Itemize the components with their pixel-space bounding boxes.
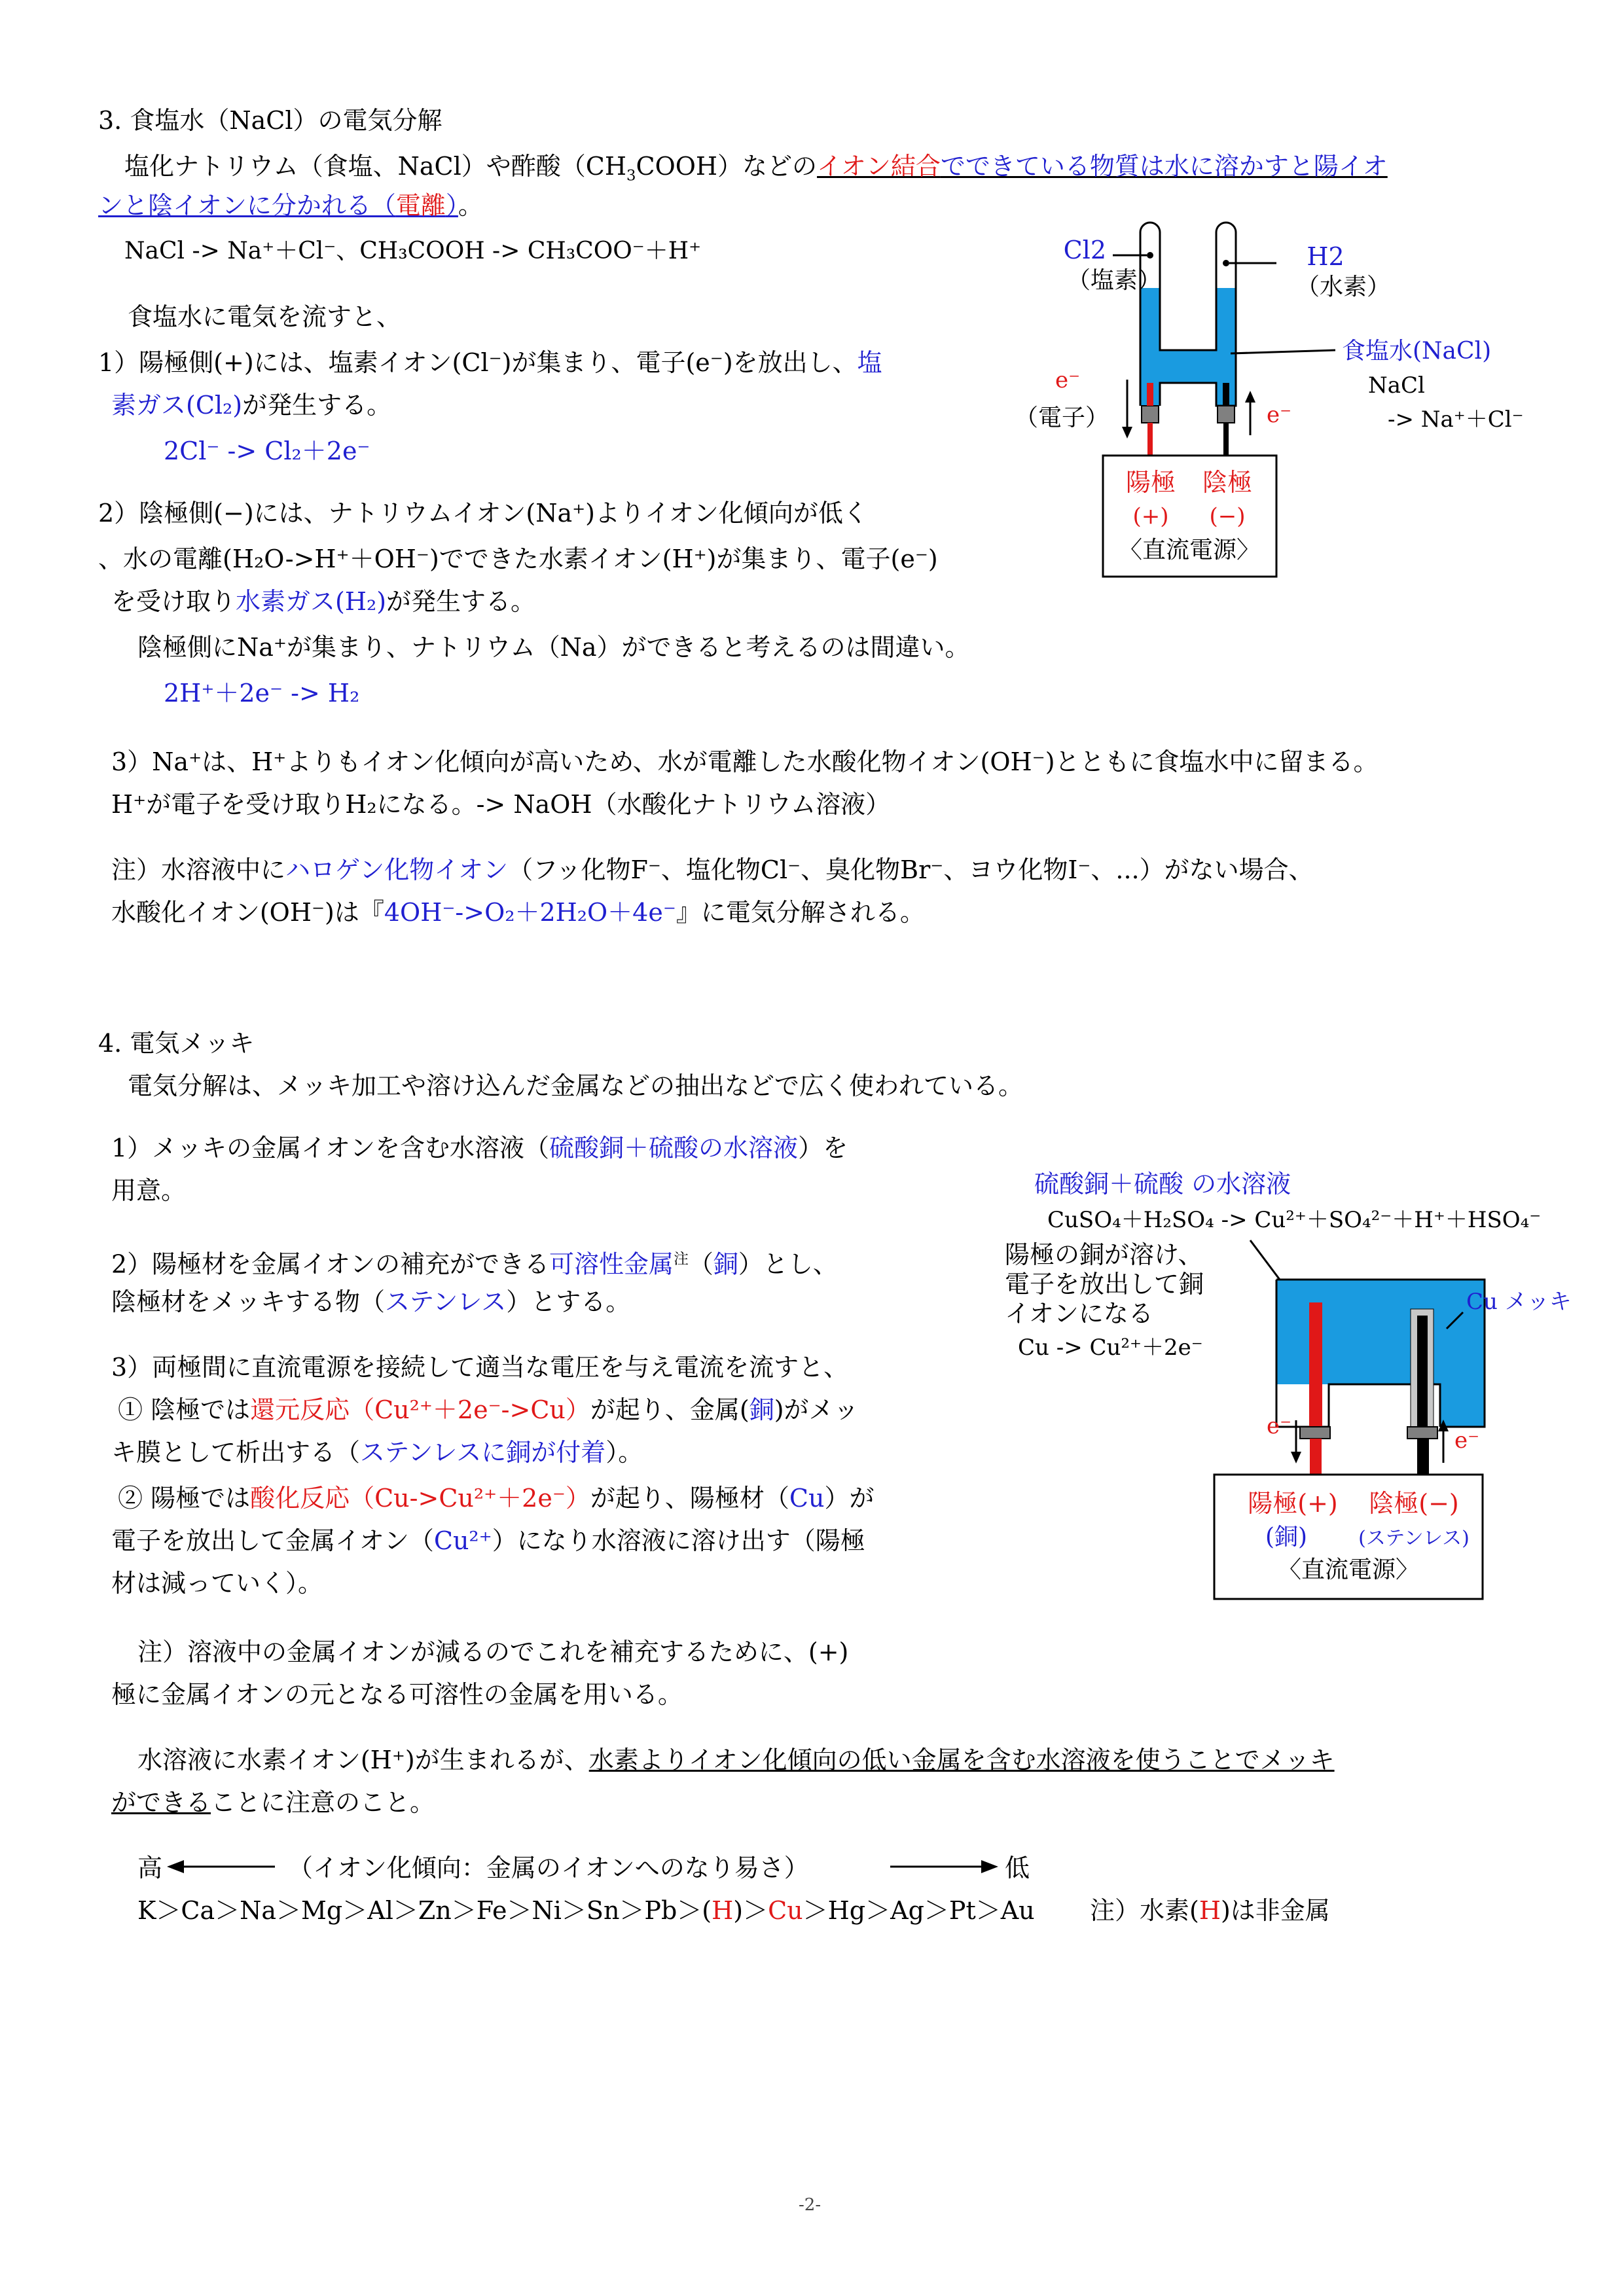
s4-item2-line2: 陰極材をメッキする物（ステンレス）とする。 [111, 1287, 631, 1316]
s4-note-line1: 注）溶液中の金属イオンが減るのでこれを補充するために、(+) [137, 1638, 849, 1666]
fig2-anode-material: (銅) [1265, 1524, 1308, 1551]
series-note: 注）水素(H)は非金属 [1090, 1896, 1330, 1925]
fig2-desc-line1: 陽極の銅が溶け、 [1005, 1240, 1203, 1269]
ionization-series: K＞Ca＞Na＞Mg＞Al＞Zn＞Fe＞Ni＞Sn＞Pb＞(H)＞Cu＞Hg＞Ag＞Pt＞Au [137, 1896, 1035, 1925]
s4-note-line2: 極に金属イオンの元となる可溶性の金属を用いる。 [111, 1680, 683, 1709]
cathode-electrode [1223, 383, 1229, 406]
page-number: -2- [799, 2195, 821, 2215]
s4-item3-case1-line1: ① 陰極では還元反応（Cu²⁺＋2e⁻->Cu）が起り、金属(銅)がメッ [118, 1395, 859, 1424]
nacl-dissociation: -> Na⁺＋Cl⁻ [1388, 406, 1524, 433]
s4-item2-line1: 2）陽極材を金属イオンの補充ができる可溶性金属$^注$（銅）とし、 [111, 1249, 838, 1279]
s3-item2-equation: 2H⁺＋2e⁻ -> H₂ [164, 679, 360, 708]
s4-item3-line1: 3）両極間に直流電源を接続して適当な電圧を与え電流を流すと、 [111, 1353, 849, 1382]
s3-item1-line2: 素ガス(Cl₂)が発生する。 [111, 391, 392, 420]
copper-anode [1309, 1302, 1322, 1427]
series-left-arrow [167, 1854, 278, 1880]
anode-label: 陽極 [1125, 468, 1176, 497]
h2-label: H2 [1307, 242, 1344, 271]
fig2-electron-right: e⁻ [1454, 1427, 1480, 1454]
electron-down-arrow-2 [1291, 1452, 1301, 1463]
cathode-cap-2 [1407, 1427, 1437, 1439]
s4-item3-case2-line2: 電子を放出して金属イオン（Cu²⁺）になり水溶液に溶け出す（陽極 [111, 1526, 865, 1555]
salt-water-fill [1140, 288, 1236, 406]
fig2-desc-line3: イオンになる [1005, 1299, 1153, 1328]
series-low-label: 低 [1005, 1854, 1030, 1882]
s3-item2-line3: を受け取り水素ガス(H₂)が発生する。 [111, 587, 536, 616]
s3-item2-line2: 、水の電離(H₂O->H⁺＋OH⁻)でできた水素イオン(H⁺)が集まり、電子(e⁻) [98, 545, 938, 573]
series-right-arrow [890, 1854, 998, 1880]
cu-plating-label: Cu メッキ [1466, 1289, 1572, 1315]
anode-sign: (+) [1132, 503, 1169, 529]
s3-paragraph-line2: ンと陰イオンに分かれる（電離）。 [98, 191, 483, 220]
s3-paragraph-line1: 塩化ナトリウム（食塩、NaCl）や酢酸$(CH_3COOH)$などのイオン結合でできている物質は水に溶かすと陽イオ [124, 152, 1388, 185]
s4-paragraph-line1: 水溶液に水素イオン(H⁺)が生まれるが、水素よりイオン化傾向の低い金属を含む水溶液を使うことでメッキ [137, 1746, 1335, 1774]
anode-wire [1147, 423, 1153, 456]
fig2-title: 硫酸銅＋硫酸 の水溶液 [1034, 1170, 1291, 1198]
anode-electrode-cap [1142, 406, 1159, 423]
h2-name: （水素） [1296, 274, 1391, 300]
cathode-label: 陰極 [1202, 468, 1253, 497]
h2-gas-dot [1223, 260, 1229, 266]
fig2-cathode-material: (ステンレス) [1358, 1527, 1470, 1550]
electron-right-label: e⁻ [1267, 402, 1292, 428]
anode-wire-2 [1310, 1439, 1322, 1475]
s3-item2-line1: 2）陰極側(−)には、ナトリウムイオン(Na⁺)よりイオン化傾向が低く [98, 499, 868, 528]
nacl-label: NaCl [1368, 372, 1425, 399]
s3-note-line1: 注）水溶液中にハロゲン化物イオン（フッ化物F⁻、塩化物Cl⁻、臭化物Br⁻、ヨウ化物I⁻、...）がない場合、 [111, 855, 1314, 884]
cathode-wire-2 [1417, 1439, 1429, 1475]
section3-heading: 3. 食塩水（NaCl）の電気分解 [98, 106, 442, 135]
s3-note-line2: 水酸化イオン(OH⁻)は『4OH⁻->O₂＋2H₂O＋4e⁻』に電気分解される。 [111, 898, 925, 927]
s3-item3-line2: H⁺が電子を受け取りH₂になる。-> NaOH（水酸化ナトリウム溶液） [111, 790, 891, 819]
cl2-name: （塩素） [1067, 267, 1162, 294]
s3-item2-line4: 陰極側にNa⁺が集まり、ナトリウム（Na）ができると考えるのは間違い。 [137, 633, 970, 662]
fig2-dc-label: 〈直流電源〉 [1277, 1556, 1420, 1583]
nacl-electrolysis-diagram [988, 216, 1564, 583]
electron-left-name: （電子） [1015, 404, 1110, 431]
s4-item3-case2-line1: ② 陽極では酸化反応（Cu->Cu²⁺＋2e⁻）が起り、陽極材（Cu）が [118, 1484, 875, 1513]
cathode-sign: (−) [1209, 503, 1246, 529]
cathode-electrode-cap [1218, 406, 1235, 423]
stainless-cathode [1417, 1316, 1428, 1427]
cl2-gas-dot [1147, 252, 1153, 259]
fig2-equation: CuSO₄＋H₂SO₄ -> Cu²⁺＋SO₄²⁻＋H⁺＋HSO₄⁻ [1047, 1207, 1542, 1233]
fig2-desc-equation: Cu -> Cu²⁺＋2e⁻ [1018, 1335, 1203, 1361]
fig2-electron-left: e⁻ [1267, 1413, 1292, 1439]
s4-paragraph-line2: ができることに注意のこと。 [111, 1788, 435, 1817]
anode-electrode-red [1147, 383, 1153, 406]
fig2-desc-line2: 電子を放出して銅 [1005, 1270, 1204, 1299]
s4-item1-line2: 用意。 [111, 1176, 187, 1205]
fig2-anode-label: 陽極(+) [1248, 1489, 1338, 1518]
electron-up-arrow [1245, 391, 1255, 403]
s3-intro: 食塩水に電気を流すと、 [128, 302, 402, 331]
cl2-label: Cl2 [1063, 236, 1106, 264]
salt-water-label: 食塩水(NaCl) [1342, 338, 1492, 365]
electroplating-diagram [988, 1165, 1572, 1623]
s4-item3-case2-line3: 材は減っていく）。 [111, 1569, 323, 1598]
s3-item1-equation: 2Cl⁻ -> Cl₂＋2e⁻ [164, 437, 370, 465]
s4-item1-line1: 1）メッキの金属イオンを含む水溶液（硫酸銅＋硫酸の水溶液）を [111, 1134, 848, 1162]
fig2-cathode-label: 陰極(−) [1369, 1489, 1459, 1518]
dc-power-label: 〈直流電源〉 [1118, 537, 1261, 564]
cathode-wire [1223, 423, 1229, 456]
series-title: （イオン化傾向：金属のイオンへのなり易さ） [288, 1854, 809, 1882]
s3-item1-line1: 1）陽極側(+)には、塩素イオン(Cl⁻)が集まり、電子(e⁻)を放出し、塩 [98, 348, 882, 377]
section4-heading: 4. 電気メッキ [98, 1029, 255, 1058]
electron-down-arrow [1122, 427, 1132, 439]
s4-intro: 電気分解は、メッキ加工や溶け込んだ金属などの抽出などで広く使われている。 [128, 1071, 1024, 1100]
s3-item3-line1: 3）Na⁺は、H⁺よりもイオン化傾向が高いため、水が電離した水酸化物イオン(OH⁻)とともに食塩水中に留まる。 [111, 747, 1379, 776]
electron-left-label: e⁻ [1055, 367, 1081, 393]
s3-ionization-equation: NaCl -> Na⁺＋Cl⁻、CH₃COOH -> CH₃COO⁻＋H⁺ [124, 238, 702, 264]
copper-anode-cap [1300, 1427, 1330, 1439]
s4-item3-case1-line2: キ膜として析出する（ステンレスに銅が付着）。 [111, 1438, 643, 1467]
series-high-label: 高 [137, 1854, 163, 1882]
